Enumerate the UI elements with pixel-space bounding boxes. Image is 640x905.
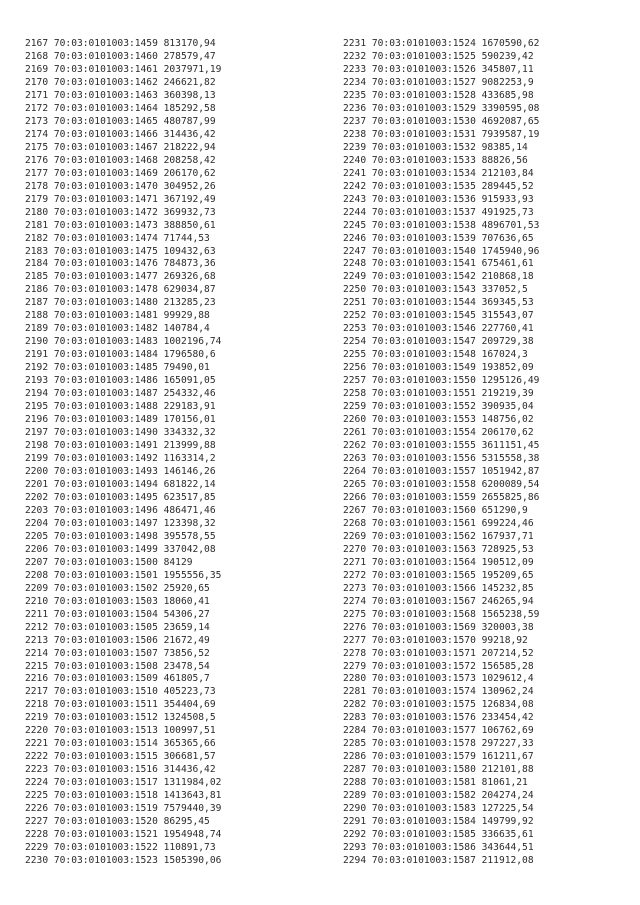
table-row: 2219 70:03:0101003:1512 1324508,5	[25, 712, 216, 724]
table-row: 2278 70:03:0101003:1571 207214,52	[343, 647, 534, 659]
table-row: 2286 70:03:0101003:1579 161211,67	[343, 751, 534, 763]
table-row: 2246 70:03:0101003:1539 707636,65	[343, 232, 534, 244]
table-row: 2201 70:03:0101003:1494 681822,14	[25, 478, 216, 490]
table-row: 2261 70:03:0101003:1554 206170,62	[343, 427, 534, 439]
table-row: 2169 70:03:0101003:1461 2037971,19	[25, 63, 222, 75]
table-row: 2215 70:03:0101003:1508 23478,54	[25, 660, 210, 672]
table-row: 2209 70:03:0101003:1502 25920,65	[25, 582, 210, 594]
table-row: 2292 70:03:0101003:1585 336635,61	[343, 829, 534, 841]
table-row: 2210 70:03:0101003:1503 18060,41	[25, 595, 210, 607]
table-row: 2212 70:03:0101003:1505 23659,14	[25, 621, 210, 633]
table-row: 2263 70:03:0101003:1556 5315558,38	[343, 453, 540, 464]
table-row: 2185 70:03:0101003:1477 269326,68	[25, 271, 216, 283]
table-row: 2173 70:03:0101003:1465 480787,99	[25, 115, 216, 127]
table-row: 2198 70:03:0101003:1491 213999,88	[25, 440, 216, 452]
table-row: 2279 70:03:0101003:1572 156585,28	[343, 660, 534, 672]
table-row: 2239 70:03:0101003:1532 98385,14	[343, 141, 528, 153]
left-column	[25, 38, 221, 868]
table-row: 2233 70:03:0101003:1526 345807,11	[343, 63, 534, 75]
table-row: 2240 70:03:0101003:1533 88826,56	[343, 154, 528, 166]
table-row: 2174 70:03:0101003:1466 314436,42	[25, 128, 216, 140]
table-row: 2181 70:03:0101003:1473 388850,61	[25, 219, 216, 231]
table-row: 2213 70:03:0101003:1506 21672,49	[25, 634, 210, 646]
table-row: 2188 70:03:0101003:1481 99929,88	[25, 310, 210, 322]
table-row: 2187 70:03:0101003:1480 213285,23	[25, 297, 216, 309]
table-row: 2248 70:03:0101003:1541 675461,61	[343, 258, 534, 270]
table-row: 2265 70:03:0101003:1558 6200089,54	[343, 478, 540, 490]
table-row: 2262 70:03:0101003:1555 3611151,45	[343, 440, 540, 452]
table-row: 2241 70:03:0101003:1534 212103,84	[343, 167, 534, 179]
table-row: 2192 70:03:0101003:1485 79490,01	[25, 362, 210, 374]
table-row: 2175 70:03:0101003:1467 218222,94	[25, 141, 216, 153]
table-row: 2177 70:03:0101003:1469 206170,62	[25, 167, 216, 179]
table-row: 2211 70:03:0101003:1504 54306,27	[25, 608, 210, 620]
table-row: 2284 70:03:0101003:1577 106762,69	[343, 725, 534, 737]
table-row: 2280 70:03:0101003:1573 1029612,4	[343, 673, 534, 685]
table-row: 2194 70:03:0101003:1487 254332,46	[25, 388, 216, 400]
table-row: 2228 70:03:0101003:1521 1954948,74	[25, 829, 222, 841]
table-row: 2252 70:03:0101003:1545 315543,07	[343, 310, 534, 322]
table-row: 2191 70:03:0101003:1484 1796580,6	[25, 349, 216, 361]
table-row: 2193 70:03:0101003:1486 165091,05	[25, 375, 216, 387]
table-row: 2214 70:03:0101003:1507 73856,52	[25, 647, 210, 659]
table-row: 2196 70:03:0101003:1489 170156,01	[25, 414, 216, 426]
table-row: 2291 70:03:0101003:1584 149799,92	[343, 816, 534, 828]
table-row: 2176 70:03:0101003:1468 208258,42	[25, 154, 216, 166]
table-row: 2225 70:03:0101003:1518 1413643,81	[25, 790, 222, 802]
table-row: 2167 70:03:0101003:1459 813170,94	[25, 38, 216, 49]
table-row: 2171 70:03:0101003:1463 360398,13	[25, 89, 216, 101]
table-row: 2272 70:03:0101003:1565 195209,65	[343, 569, 534, 581]
table-row: 2207 70:03:0101003:1500 84129	[25, 556, 193, 568]
table-row: 2178 70:03:0101003:1470 304952,26	[25, 180, 216, 192]
table-row: 2282 70:03:0101003:1575 126834,08	[343, 699, 534, 711]
table-row: 2267 70:03:0101003:1560 651290,9	[343, 504, 528, 516]
table-row: 2183 70:03:0101003:1475 109432,63	[25, 245, 216, 257]
table-row: 2258 70:03:0101003:1551 219219,39	[343, 388, 534, 400]
table-row: 2229 70:03:0101003:1522 110891,73	[25, 842, 216, 854]
table-row: 2273 70:03:0101003:1566 145232,85	[343, 582, 534, 594]
table-row: 2254 70:03:0101003:1547 209729,38	[343, 336, 534, 348]
table-row: 2221 70:03:0101003:1514 365365,66	[25, 738, 216, 750]
table-row: 2259 70:03:0101003:1552 390935,04	[343, 401, 534, 413]
table-row: 2294 70:03:0101003:1587 211912,08	[343, 855, 534, 867]
table-row: 2237 70:03:0101003:1530 4692087,65	[343, 115, 540, 127]
table-row: 2288 70:03:0101003:1581 81061,21	[343, 777, 528, 789]
table-row: 2269 70:03:0101003:1562 167937,71	[343, 530, 534, 542]
table-row: 2234 70:03:0101003:1527 9082253,9	[343, 76, 534, 88]
table-row: 2200 70:03:0101003:1493 146146,26	[25, 465, 216, 477]
table-row: 2203 70:03:0101003:1496 486471,46	[25, 504, 216, 516]
table-row: 2202 70:03:0101003:1495 623517,85	[25, 491, 216, 503]
table-row: 2182 70:03:0101003:1474 71744,53	[25, 232, 210, 244]
table-row: 2253 70:03:0101003:1546 227760,41	[343, 323, 534, 335]
table-row: 2245 70:03:0101003:1538 4896701,53	[343, 219, 540, 231]
table-row: 2243 70:03:0101003:1536 915933,93	[343, 193, 534, 205]
table-row: 2270 70:03:0101003:1563 728925,53	[343, 543, 534, 555]
table-row: 2186 70:03:0101003:1478 629034,87	[25, 284, 216, 296]
table-row: 2205 70:03:0101003:1498 395578,55	[25, 530, 216, 542]
table-row: 2179 70:03:0101003:1471 367192,49	[25, 193, 216, 205]
table-row: 2260 70:03:0101003:1553 148756,02	[343, 414, 534, 426]
table-row: 2220 70:03:0101003:1513 100997,51	[25, 725, 216, 737]
table-row: 2275 70:03:0101003:1568 1565238,59	[343, 608, 540, 620]
table-row: 2293 70:03:0101003:1586 343644,51	[343, 842, 534, 854]
table-row: 2247 70:03:0101003:1540 1745940,96	[343, 245, 540, 257]
table-row: 2222 70:03:0101003:1515 306681,57	[25, 751, 216, 763]
table-row: 2208 70:03:0101003:1501 1955556,35	[25, 569, 222, 581]
table-row: 2274 70:03:0101003:1567 246265,94	[343, 595, 534, 607]
table-row: 2195 70:03:0101003:1488 229183,91	[25, 401, 216, 413]
table-row: 2289 70:03:0101003:1582 204274,24	[343, 790, 534, 802]
table-row: 2235 70:03:0101003:1528 433685,98	[343, 89, 534, 101]
table-row: 2170 70:03:0101003:1462 246621,82	[25, 76, 216, 88]
table-row: 2217 70:03:0101003:1510 405223,73	[25, 686, 216, 698]
table-row: 2249 70:03:0101003:1542 210868,18	[343, 271, 534, 283]
table-row: 2180 70:03:0101003:1472 369932,73	[25, 206, 216, 218]
table-row: 2257 70:03:0101003:1550 1295126,49	[343, 375, 540, 387]
table-row: 2256 70:03:0101003:1549 193852,09	[343, 362, 534, 374]
table-row: 2223 70:03:0101003:1516 314436,42	[25, 764, 216, 776]
table-row: 2197 70:03:0101003:1490 334332,32	[25, 427, 216, 439]
table-row: 2218 70:03:0101003:1511 354404,69	[25, 699, 216, 711]
table-row: 2268 70:03:0101003:1561 699224,46	[343, 517, 534, 529]
table-row: 2255 70:03:0101003:1548 167024,3	[343, 349, 528, 361]
table-row: 2244 70:03:0101003:1537 491925,73	[343, 206, 534, 218]
table-row: 2287 70:03:0101003:1580 212101,88	[343, 764, 534, 776]
table-row: 2251 70:03:0101003:1544 369345,53	[343, 297, 534, 309]
table-row: 2206 70:03:0101003:1499 337042,08	[25, 543, 216, 555]
table-row: 2184 70:03:0101003:1476 784873,36	[25, 258, 216, 270]
table-row: 2290 70:03:0101003:1583 127225,54	[343, 803, 534, 815]
table-row: 2264 70:03:0101003:1557 1051942,87	[343, 465, 540, 477]
table-row: 2281 70:03:0101003:1574 130962,24	[343, 686, 534, 698]
table-row: 2204 70:03:0101003:1497 123398,32	[25, 517, 216, 529]
table-row: 2230 70:03:0101003:1523 1505390,06	[25, 855, 222, 867]
table-row: 2168 70:03:0101003:1460 278579,47	[25, 50, 216, 62]
table-row: 2266 70:03:0101003:1559 2655825,86	[343, 491, 540, 503]
table-row: 2232 70:03:0101003:1525 590239,42	[343, 50, 534, 62]
table-row: 2283 70:03:0101003:1576 233454,42	[343, 712, 534, 724]
table-row: 2226 70:03:0101003:1519 7579440,39	[25, 803, 222, 815]
table-row: 2199 70:03:0101003:1492 1163314,2	[25, 453, 216, 464]
table-row: 2231 70:03:0101003:1524 1670590,62	[343, 38, 540, 49]
table-row: 2172 70:03:0101003:1464 185292,58	[25, 102, 216, 114]
table-row: 2277 70:03:0101003:1570 99218,92	[343, 634, 528, 646]
table-row: 2189 70:03:0101003:1482 140784,4	[25, 323, 210, 335]
table-row: 2224 70:03:0101003:1517 1311984,02	[25, 777, 222, 789]
table-row: 2190 70:03:0101003:1483 1002196,74	[25, 336, 222, 348]
table-row: 2271 70:03:0101003:1564 190512,09	[343, 556, 534, 568]
table-row: 2238 70:03:0101003:1531 7939587,19	[343, 128, 540, 140]
right-column	[343, 38, 539, 868]
table-row: 2276 70:03:0101003:1569 320003,38	[343, 621, 534, 633]
table-row: 2236 70:03:0101003:1529 3390595,08	[343, 102, 540, 114]
table-row: 2227 70:03:0101003:1520 86295,45	[25, 816, 210, 828]
table-row: 2285 70:03:0101003:1578 297227,33	[343, 738, 534, 750]
table-row: 2216 70:03:0101003:1509 461805,7	[25, 673, 210, 685]
table-row: 2250 70:03:0101003:1543 337052,5	[343, 284, 528, 296]
table-row: 2242 70:03:0101003:1535 289445,52	[343, 180, 534, 192]
